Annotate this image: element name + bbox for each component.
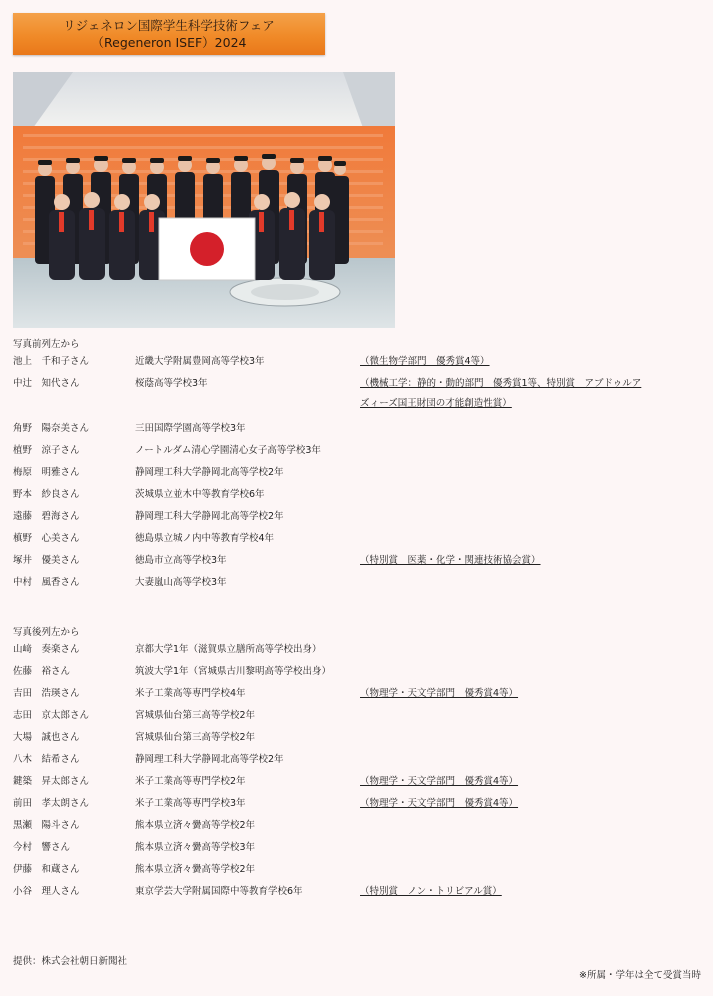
person-name: 吉田 浩瑛さん: [13, 688, 80, 699]
school-name: ノートルダム清心学園清心女子高等学校3年: [135, 445, 321, 456]
person-name: 黒瀬 陽斗さん: [13, 820, 80, 831]
school-name: 徳島市立高等学校3年: [135, 555, 227, 566]
school-name: 米子工業高等専門学校4年: [135, 688, 246, 699]
school-name: 熊本県立済々黌高等学校2年: [135, 820, 256, 831]
school-name: 大妻嵐山高等学校3年: [135, 577, 227, 588]
school-name: 筑波大学1年（宮城県古川黎明高等学校出身）: [135, 666, 332, 677]
photo-credit: 提供：株式会社朝日新聞社: [13, 956, 128, 967]
school-name: 米子工業高等専門学校3年: [135, 798, 246, 809]
person-name: 槙野 心美さん: [13, 533, 80, 544]
school-name: 徳島県立城ノ内中等教育学校4年: [135, 533, 275, 544]
list-item: [13, 860, 703, 880]
person-name: 前田 孝太朗さん: [13, 798, 90, 809]
list-item: [13, 750, 703, 770]
list-item: [13, 352, 703, 372]
list-item: [13, 662, 703, 682]
list-item: [13, 374, 703, 409]
school-name: 熊本県立済々黌高等学校2年: [135, 864, 256, 875]
list-item: [13, 640, 703, 660]
award-text: （物理学・天文学部門 優秀賞4等）: [360, 798, 519, 809]
person-name: 塚井 優美さん: [13, 555, 80, 566]
person-name: 小谷 理人さん: [13, 886, 80, 897]
person-name: 山﨑 奏楽さん: [13, 644, 80, 655]
person-name: 伊藤 和蔵さん: [13, 864, 80, 875]
person-name: 中村 風香さん: [13, 577, 80, 588]
list-item: [13, 882, 703, 902]
list-item: [13, 485, 703, 505]
person-name: 植野 涼子さん: [13, 445, 80, 456]
school-name: 静岡理工科大学静岡北高等学校2年: [135, 511, 284, 522]
list-item: [13, 529, 703, 549]
award-text: （物理学・天文学部門 優秀賞4等）: [360, 688, 519, 699]
award-text: （機械工学：静的・動的部門 優秀賞1等、特別賞 アブドゥルア: [360, 378, 642, 389]
person-name: 八木 結希さん: [13, 754, 80, 765]
list-item: [13, 684, 703, 704]
person-name: 今村 響さん: [13, 842, 71, 853]
school-name: 宮城県仙台第三高等学校2年: [135, 710, 256, 721]
school-name: 米子工業高等専門学校2年: [135, 776, 246, 787]
school-name: 静岡理工科大学静岡北高等学校2年: [135, 467, 284, 478]
school-name: 近畿大学附属豊岡高等学校3年: [135, 356, 265, 367]
back-row-label: 写真後列左から: [13, 627, 80, 638]
person-name: 池上 千和子さん: [13, 356, 90, 367]
list-item: [13, 772, 703, 792]
group-photo: [13, 72, 395, 328]
award-text: （特別賞 ノン・トリビアル賞）: [360, 886, 502, 897]
school-name: 桜蔭高等学校3年: [135, 378, 208, 389]
person-name: 角野 陽奈美さん: [13, 423, 90, 434]
title-line-1: リジェネロン国際学生科学技術フェア: [63, 18, 275, 33]
person-name: 野本 紗良さん: [13, 489, 80, 500]
school-name: 三田国際学園高等学校3年: [135, 423, 246, 434]
list-item: [13, 728, 703, 748]
school-name: 東京学芸大学附属国際中等教育学校6年: [135, 886, 303, 897]
list-item: [13, 463, 703, 483]
front-row-label: 写真前列左から: [13, 339, 80, 350]
list-item: [13, 507, 703, 527]
school-name: 熊本県立済々黌高等学校3年: [135, 842, 256, 853]
award-text: （物理学・天文学部門 優秀賞4等）: [360, 776, 519, 787]
list-item: [13, 441, 703, 461]
list-item: [13, 419, 703, 439]
list-item: [13, 573, 703, 593]
award-text-continued: ズィーズ国王財団の才能創造性賞）: [360, 398, 512, 409]
award-text: （特別賞 医薬・化学・関連技術協会賞）: [360, 555, 541, 566]
school-name: 茨城県立並木中等教育学校6年: [135, 489, 265, 500]
school-name: 京都大学1年（滋賀県立膳所高等学校出身）: [135, 644, 322, 655]
list-item: [13, 838, 703, 858]
list-item: [13, 551, 703, 571]
person-name: 中辻 知代さん: [13, 378, 80, 389]
school-name: 静岡理工科大学静岡北高等学校2年: [135, 754, 284, 765]
person-name: 鍵築 昇太郎さん: [13, 776, 90, 787]
award-text: （微生物学部門 優秀賞4等）: [360, 356, 490, 367]
title-banner: [13, 13, 325, 55]
person-name: 佐藤 裕さん: [13, 666, 71, 677]
title-line-2: （Regeneron ISEF）2024: [91, 35, 247, 50]
person-name: 遠藤 碧海さん: [13, 511, 80, 522]
person-name: 大場 誠也さん: [13, 732, 80, 743]
group-photo-illustration: [13, 72, 395, 328]
school-name: 宮城県仙台第三高等学校2年: [135, 732, 256, 743]
list-item: [13, 816, 703, 836]
person-name: 梅原 明雅さん: [13, 467, 80, 478]
list-item: [13, 794, 703, 814]
footnote: ※所属・学年は全て受賞当時: [579, 970, 701, 981]
list-item: [13, 706, 703, 726]
person-name: 志田 京太郎さん: [13, 710, 90, 721]
